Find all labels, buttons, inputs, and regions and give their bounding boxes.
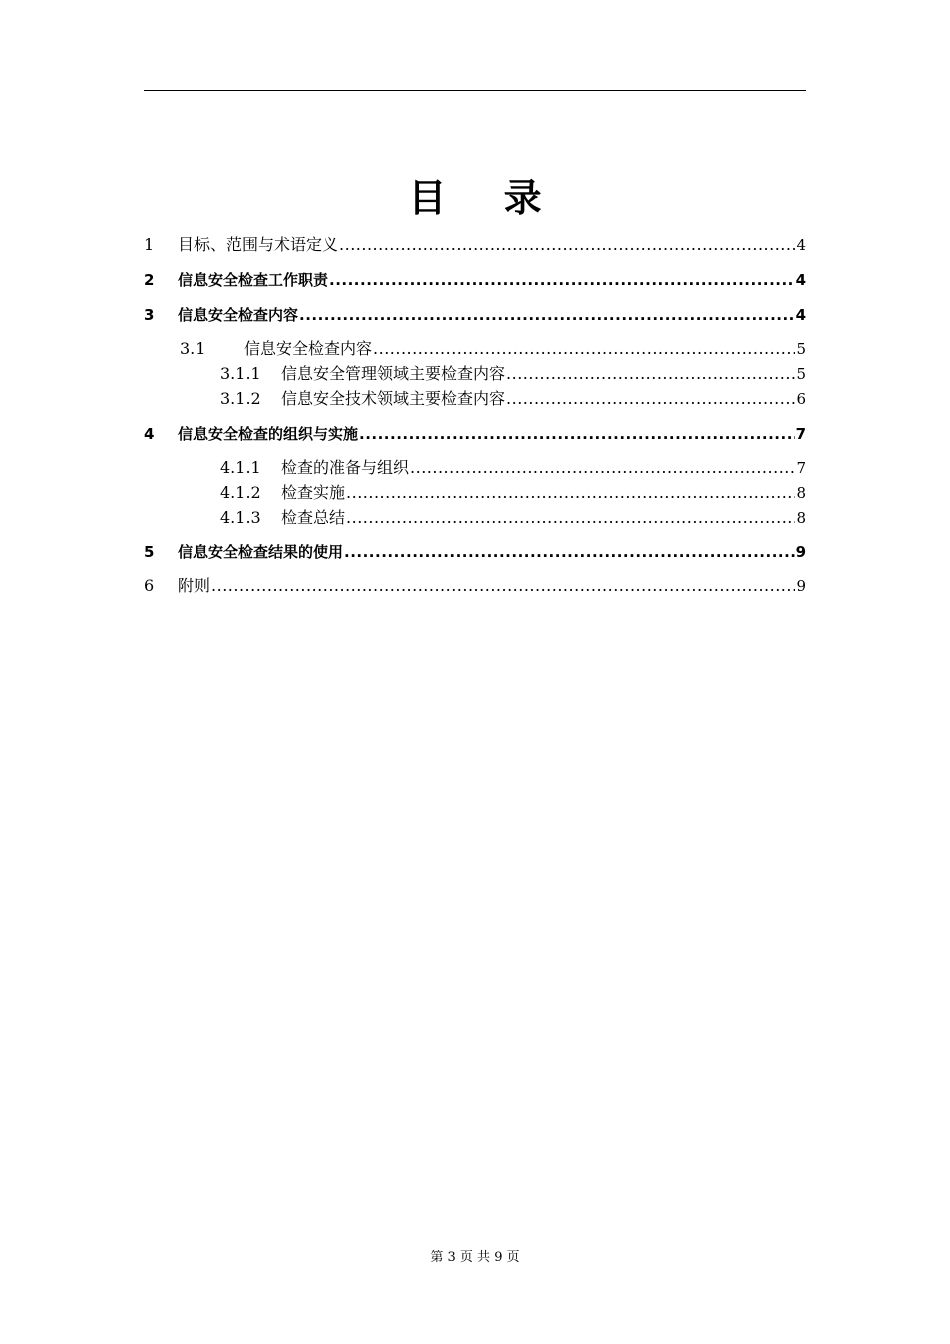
toc-entry-number: 6: [144, 576, 155, 595]
toc-entry-page: 4: [795, 271, 806, 289]
toc-entry[interactable]: [180, 338, 806, 360]
toc-entry[interactable]: [144, 269, 806, 291]
toc-entry-number: 3.1.1: [220, 364, 261, 383]
toc-entry[interactable]: [220, 507, 806, 529]
toc-title: 目 录: [408, 176, 564, 220]
toc-entry-number: 4.1.2: [220, 483, 261, 502]
toc-entry-number: 1: [144, 235, 155, 254]
toc-entry-number: 4: [144, 425, 155, 443]
toc-entry-page: 4: [795, 306, 806, 324]
toc-entry[interactable]: [144, 423, 806, 445]
toc-entry-number: 3.1: [180, 339, 206, 358]
toc-entry-text: 信息安全检查工作职责: [178, 271, 329, 289]
toc-leader-dots: [346, 507, 795, 529]
toc-entry-page: 9: [796, 577, 806, 595]
toc-leader-dots: [506, 388, 795, 410]
toc-entry[interactable]: [144, 541, 806, 563]
toc-leader-dots: [506, 363, 795, 385]
toc-entry-text: 信息安全管理领域主要检查内容: [281, 364, 506, 383]
toc-entry-page: 9: [795, 543, 806, 561]
toc-entry-text: 信息安全检查内容: [244, 339, 373, 358]
toc-entry-number: 5: [144, 543, 155, 561]
toc-entry-text: 检查实施: [281, 483, 346, 502]
toc-entry[interactable]: [220, 457, 806, 479]
toc-entry-text: 信息安全技术领域主要检查内容: [281, 389, 506, 408]
toc-entry-number: 4.1.1: [220, 458, 261, 477]
toc-entry-page: 8: [796, 509, 806, 527]
toc-entry-text: 信息安全检查内容: [178, 306, 299, 324]
toc-entry-text: 信息安全检查的组织与实施: [178, 425, 359, 443]
toc-entry[interactable]: [144, 234, 806, 256]
toc-entry[interactable]: [144, 575, 806, 597]
toc-entry-number: 3: [144, 306, 155, 324]
toc-entry[interactable]: [144, 304, 806, 326]
toc-entry-text: 目标、范围与术语定义: [178, 235, 339, 254]
toc-entry-page: 6: [796, 390, 806, 408]
toc-entry-page: 5: [796, 365, 806, 383]
toc-leader-dots: [410, 457, 795, 479]
toc-leader-dots: [329, 269, 795, 291]
header-rule: [144, 90, 806, 91]
toc-entry-text: 检查总结: [281, 508, 346, 527]
toc-entry-page: 8: [796, 484, 806, 502]
toc-leader-dots: [346, 482, 795, 504]
toc-entry-number: 3.1.2: [220, 389, 261, 408]
toc-entry-page: 7: [796, 459, 806, 477]
toc-entry-page: 7: [795, 425, 806, 443]
toc-entry[interactable]: [220, 363, 806, 385]
toc-leader-dots: [299, 304, 795, 326]
toc-entry-page: 4: [796, 236, 806, 254]
toc-leader-dots: [339, 234, 795, 256]
toc-leader-dots: [359, 423, 795, 445]
toc-leader-dots: [344, 541, 795, 563]
toc-entry-page: 5: [796, 340, 806, 358]
toc-entry-number: 2: [144, 271, 155, 289]
toc-entry-text: 附则: [178, 576, 211, 595]
toc-entry-text: 信息安全检查结果的使用: [178, 543, 344, 561]
page-footer: 第 3 页 共 9 页: [430, 1250, 520, 1265]
toc-leader-dots: [373, 338, 795, 360]
toc-entry[interactable]: [220, 388, 806, 410]
toc-entry-text: 检查的准备与组织: [281, 458, 410, 477]
toc-leader-dots: [211, 575, 795, 597]
toc-entry[interactable]: [220, 482, 806, 504]
toc-entry-number: 4.1.3: [220, 508, 261, 527]
